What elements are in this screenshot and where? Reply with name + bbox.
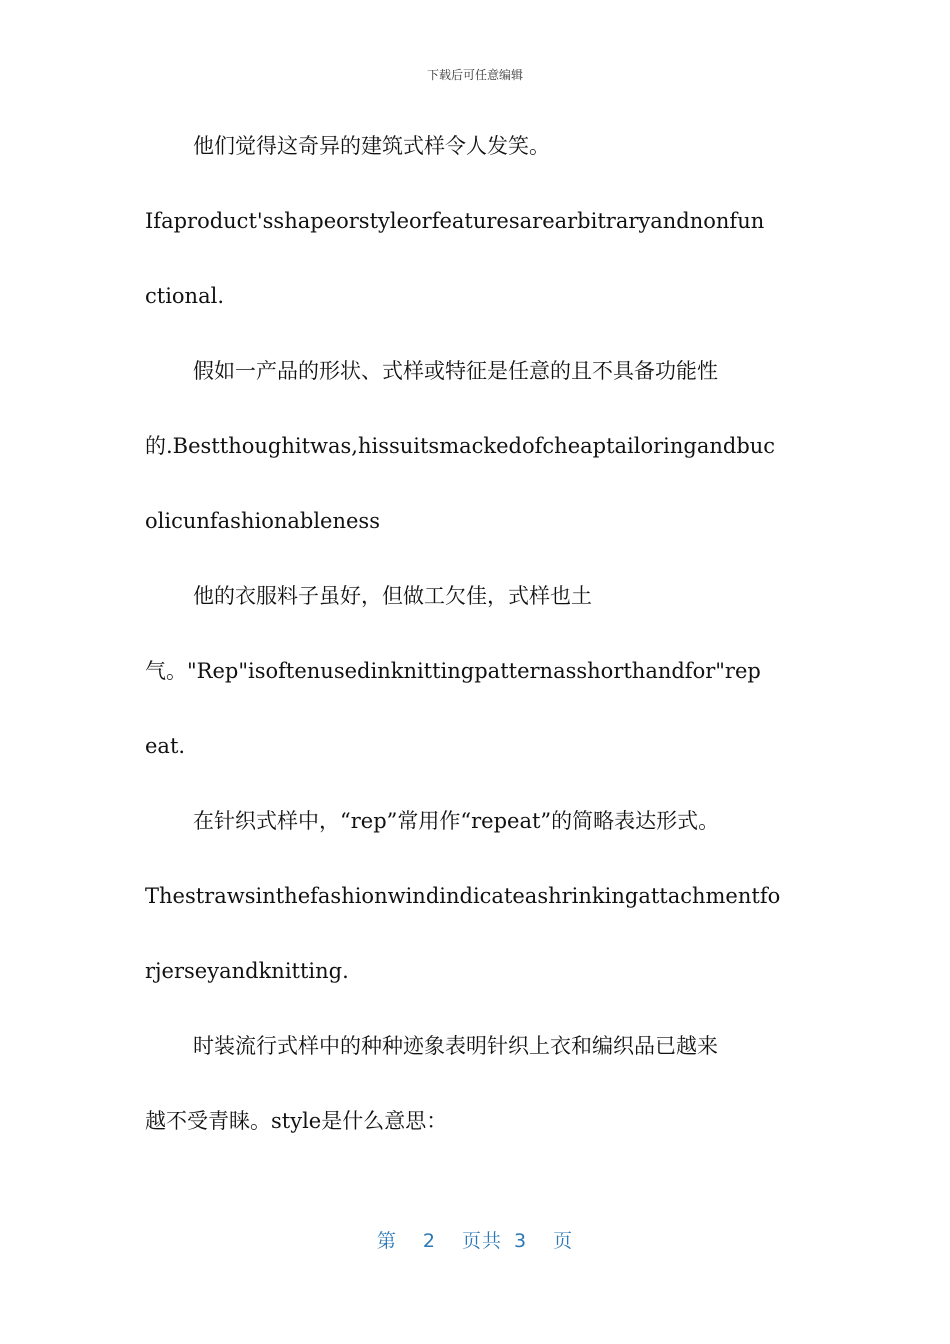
paragraph-line: eat.: [145, 734, 186, 758]
paragraph-line: ctional.: [145, 284, 224, 308]
paragraph-line: 假如一产品的形状、式样或特征是任意的且不具备功能性: [193, 359, 718, 383]
total-page-number: 3: [514, 1230, 528, 1252]
paragraph-line: 气。"Rep"isoftenusedinknittingpatternasshorthandfor"rep: [145, 659, 761, 683]
page-number-footer: [0, 1226, 950, 1253]
footer-suffix: 页: [553, 1230, 574, 1252]
footer-prefix: 第: [376, 1230, 397, 1252]
paragraph-line: 他的衣服料子虽好，但做工欠佳，式样也土: [193, 584, 592, 608]
current-page-number: 2: [422, 1230, 436, 1252]
footer-middle: 页共: [461, 1230, 502, 1252]
paragraph-line: 时装流行式样中的种种迹象表明针织上衣和编织品已越来: [193, 1034, 718, 1058]
paragraph-line: olicunfashionableness: [145, 509, 380, 533]
paragraph-line: rjerseyandknitting.: [145, 959, 349, 983]
document-body: [145, 113, 825, 1163]
paragraph-line: 越不受青睐。style是什么意思：: [145, 1109, 448, 1133]
paragraph-line: 的.Bestthoughitwas,hissuitsmackedofcheaptailoringandbuc: [145, 434, 776, 458]
paragraph-line: Ifaproduct'sshapeorstyleorfeaturesarearbitraryandnonfun: [145, 209, 765, 233]
paragraph-line: Thestrawsinthefashionwindindicateashrinkingattachmentfo: [145, 884, 781, 908]
paragraph-line: 在针织式样中，“rep”常用作“repeat”的简略表达形式。: [193, 809, 720, 833]
page-header: 下载后可任意编辑: [426, 68, 523, 82]
paragraph-line: 他们觉得这奇异的建筑式样令人发笑。: [193, 134, 550, 158]
